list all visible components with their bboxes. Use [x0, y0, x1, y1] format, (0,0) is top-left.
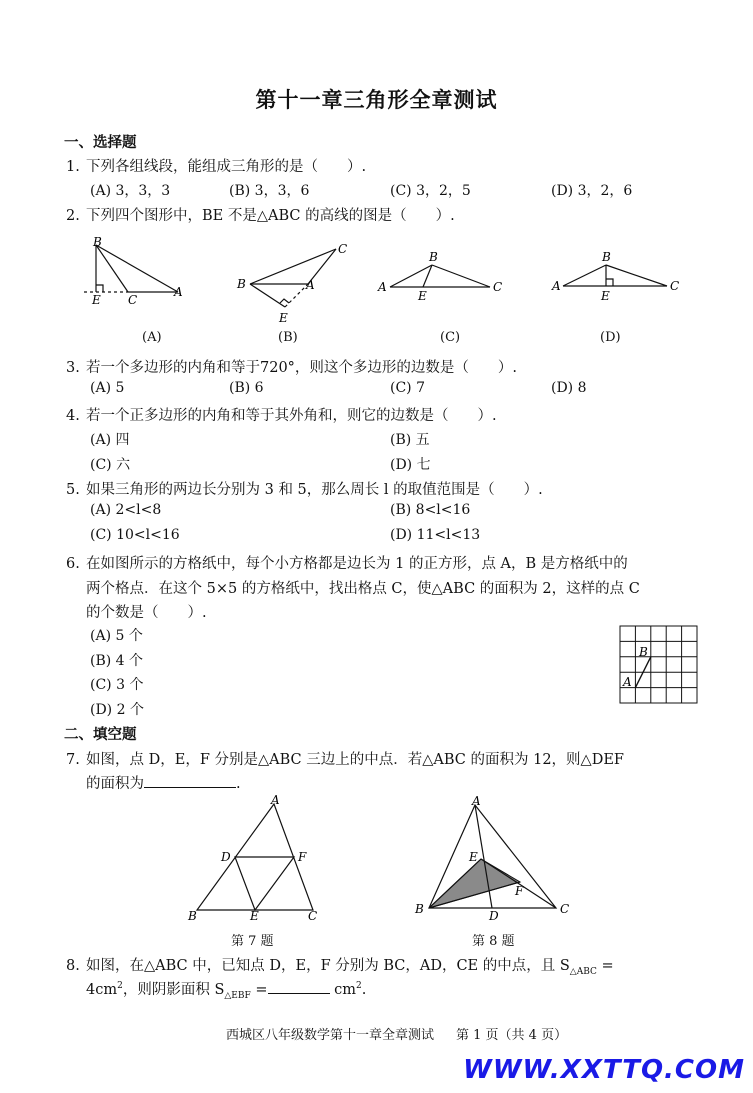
q2-caption-c: (C) [440, 330, 461, 345]
q6-option-a: (A) 5 个 [90, 628, 143, 644]
q5-option-a: (A) 2<l<8 [90, 502, 162, 518]
question-3-number: 3. [66, 360, 80, 376]
fig7-label-a: A [271, 793, 280, 807]
q3-option-b: (B) 6 [229, 380, 264, 396]
q5-option-b: (B) 8<l<16 [390, 502, 471, 518]
fig-c-label-e: E [418, 289, 427, 303]
fig8-label-c: C [560, 902, 570, 916]
q8-end: . [361, 982, 367, 998]
fig8-label-f: F [515, 884, 524, 898]
fig8-shaded-triangle [429, 859, 520, 908]
question-8 [66, 954, 614, 977]
question-7-number: 7. [66, 752, 80, 768]
q8-shade-prefix: ，则阴影面积 S [122, 982, 225, 998]
footer-page: 第 1 页（共 4 页） [456, 1028, 568, 1043]
figure-8-caption: 第 8 题 [472, 934, 515, 949]
fig-a-label-b: B [93, 235, 102, 249]
question-6-line-3: 的个数是（ ）. [86, 605, 207, 621]
question-1 [66, 155, 366, 176]
fig-d-label-a: A [552, 279, 561, 293]
fig8-label-e: E [469, 850, 478, 864]
fig8-label-b: B [415, 902, 424, 916]
q4-option-a: (A) 四 [90, 432, 130, 448]
q6-option-c: (C) 3 个 [90, 677, 144, 693]
grid-label-a: A [623, 675, 632, 689]
q2-figures [80, 232, 690, 332]
q4-option-c: (C) 六 [90, 457, 131, 473]
q2-caption-a: (A) [142, 330, 162, 345]
q6-grid-figure [612, 622, 702, 708]
question-5-number: 5. [66, 482, 80, 498]
fig7-label-c: C [308, 909, 318, 923]
figure-8 [405, 795, 585, 925]
q8-sup-2: 2 [356, 981, 362, 992]
fig-d-label-e: E [601, 289, 610, 303]
q2-figure-b [250, 249, 336, 307]
question-2 [66, 204, 455, 225]
q3-option-a: (A) 5 [90, 380, 125, 396]
question-5 [66, 478, 543, 499]
grid-label-b: B [639, 645, 648, 659]
q8-sub-abc: △ABC [569, 966, 597, 977]
fig-b-label-e: E [279, 311, 288, 325]
q5-option-d: (D) 11<l<13 [390, 527, 481, 543]
question-6-number: 6. [66, 556, 80, 572]
q8-area-value: 4cm [86, 982, 118, 998]
q7-answer-blank[interactable] [144, 787, 236, 788]
q1-option-a: (A) 3，3，3 [90, 183, 171, 199]
q1-option-c: (C) 3，2，5 [390, 183, 471, 199]
question-1-text: 下列各组线段，能组成三角形的是（ ）. [86, 159, 367, 175]
question-4 [66, 404, 497, 425]
q8-answer-blank[interactable] [268, 993, 330, 994]
q8-eq-1: = [596, 958, 614, 974]
fig7-label-b: B [188, 909, 197, 923]
question-2-number: 2. [66, 208, 80, 224]
watermark-logo: WWW.XXTTQ.COM [463, 1055, 745, 1085]
question-2-text: 下列四个图形中，BE 不是△ABC 的高线的图是（ ）. [86, 208, 455, 224]
figure-7-caption: 第 7 题 [231, 934, 274, 949]
fig-d-label-c: C [670, 279, 680, 293]
q2-caption-b: (B) [278, 330, 298, 345]
q1-option-d: (D) 3，2，6 [551, 183, 633, 199]
question-8-line-1: 如图，在△ABC 中，已知点 D，E，F 分别为 BC，AD，CE 的中点，且 S [86, 958, 570, 974]
question-4-text: 若一个正多边形的内角和等于其外角和，则它的边数是（ ）. [86, 408, 497, 424]
question-8-number: 8. [66, 958, 80, 974]
question-7-line-1: 如图，点 D，E，F 分别是△ABC 三边上的中点．若△ABC 的面积为 12，则△DEF [86, 752, 624, 768]
section-fill-heading: 二、填空题 [64, 727, 137, 743]
page-title: 第十一章三角形全章测试 [255, 88, 498, 112]
fig-c-label-a: A [378, 280, 387, 294]
figure-7 [180, 793, 330, 925]
question-7-prefix: 的面积为 [86, 776, 144, 792]
fig7-label-d: D [221, 850, 231, 864]
fig-c-label-b: B [429, 250, 438, 264]
q6-option-d: (D) 2 个 [90, 702, 144, 718]
fig-a-label-c: C [128, 293, 138, 307]
question-8-line-2 [86, 978, 366, 1001]
q4-option-b: (B) 五 [390, 432, 430, 448]
fig7-label-e: E [250, 909, 259, 923]
footer-title: 西城区八年级数学第十一章全章测试 [226, 1028, 435, 1043]
question-7-line-2 [86, 772, 241, 793]
q8-eq-2: = [250, 982, 268, 998]
q3-option-d: (D) 8 [551, 380, 587, 396]
q8-sub-ebf: △EBF [224, 990, 251, 1001]
q1-option-b: (B) 3，3，6 [229, 183, 310, 199]
question-7 [66, 748, 624, 769]
q3-option-c: (C) 7 [390, 380, 425, 396]
q4-option-d: (D) 七 [390, 457, 431, 473]
question-3 [66, 356, 517, 377]
question-4-number: 4. [66, 408, 80, 424]
question-1-number: 1. [66, 159, 80, 175]
q6-option-b: (B) 4 个 [90, 653, 144, 669]
fig8-label-d: D [489, 909, 499, 923]
question-6 [66, 552, 628, 573]
fig-b-label-b: B [237, 277, 246, 291]
question-3-text: 若一个多边形的内角和等于720°，则这个多边形的边数是（ ）. [86, 360, 518, 376]
q2-caption-d: (D) [600, 330, 621, 345]
q2-figure-d [563, 265, 667, 286]
fig-a-label-a: A [174, 285, 183, 299]
fig-b-label-c: C [338, 242, 348, 256]
question-7-end: . [236, 776, 241, 792]
fig8-label-a: A [472, 795, 481, 808]
q8-unit: cm [329, 982, 356, 998]
fig-c-label-c: C [493, 280, 503, 294]
fig-a-label-e: E [92, 293, 101, 307]
fig-d-label-b: B [602, 250, 611, 264]
question-5-text: 如果三角形的两边长分别为 3 和 5，那么周长 l 的取值范围是（ ）. [86, 482, 543, 498]
q8-sup-1: 2 [117, 981, 123, 992]
section-choice-heading: 一、选择题 [64, 135, 137, 151]
q5-option-c: (C) 10<l<16 [90, 527, 180, 543]
q2-figure-c [390, 265, 490, 287]
fig-b-label-a: A [306, 278, 315, 292]
q2-figure-a [84, 245, 178, 292]
question-6-line-2: 两个格点．在这个 5×5 的方格纸中，找出格点 C，使△ABC 的面积为 2，这样的点 C [86, 581, 640, 597]
question-6-line-1: 在如图所示的方格纸中，每个小方格都是边长为 1 的正方形，点 A，B 是方格纸中的 [86, 556, 628, 572]
fig7-label-f: F [298, 850, 307, 864]
